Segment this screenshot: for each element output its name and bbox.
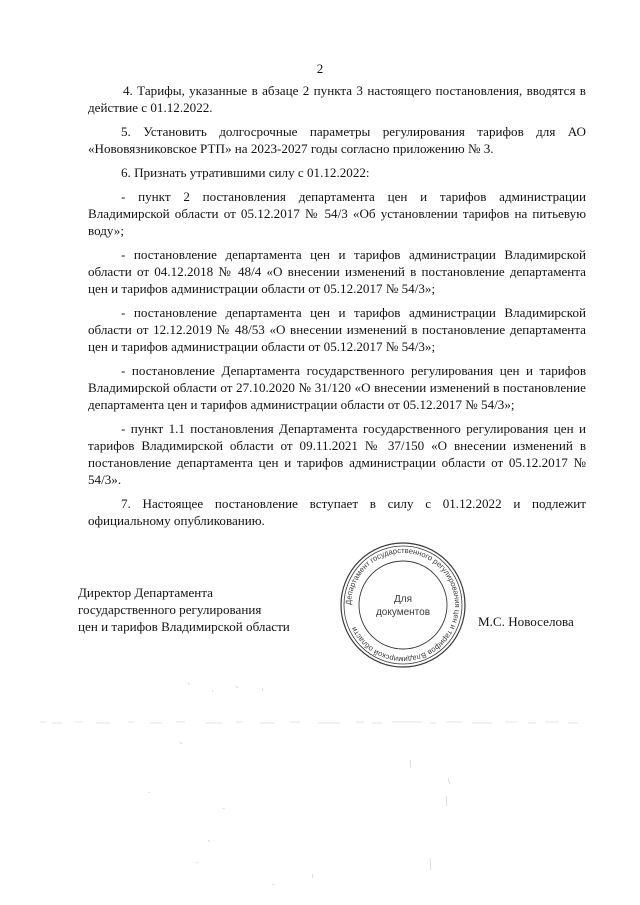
paragraph-item-6: 6. Признать утратившими силу с 01.12.2022: <box>121 165 370 180</box>
signatory-position-line: цен и тарифов Владимирской области <box>78 619 290 634</box>
signatory-position-line: государственного регулирования <box>78 602 262 617</box>
paragraph-item-4: 4. Тарифы, указанные в абзаце 2 пункта 3 настоящего постановления, вводятся в действие с 01.12.2022. <box>88 83 586 115</box>
paragraph-item-7: 7. Настоящее постановление вступает в силу с 01.12.2022 и подлежит официальному опубликованию. <box>88 496 586 528</box>
seal-graphic <box>338 540 468 670</box>
seal-outer-ring <box>341 543 465 667</box>
list-item: - пункт 2 постановления департамента цен и тарифов администрации Владимирской области от 05.12.2017 № 54/3 «Об установлении тарифов на питьевую воду»; <box>88 189 586 238</box>
seal-center-line2: документов <box>375 607 431 618</box>
page-number: 2 <box>316 61 324 76</box>
list-item: - постановление Департамента государственного регулирования цен и тарифов Владимирской области от 27.10.2020 № 31/120 «О внесении изменений в постановление департамента цен и тарифов администрации области от 05.12.2017 № 54/3»; <box>88 363 586 412</box>
list-item: - постановление департамента цен и тарифов администрации Владимирской области от 04.12.2018 № 48/4 «О внесении изменений в постановление департамента цен и тарифов администрации области от 05.12.2017 № 54/3»; <box>88 247 586 296</box>
paragraph-item-5: 5. Установить долгосрочные параметры регулирования тарифов для АО «Нововязниковское РТП» на 2023-2027 годы согласно приложению № 3. <box>88 124 586 156</box>
seal-ring-text: Департамент государственного регулирования цен и тарифов Владимирской области <box>343 545 463 665</box>
document-body <box>88 82 586 536</box>
signatory-position-line: Директор Департамента <box>78 585 213 600</box>
seal-inner-ring <box>359 561 447 649</box>
official-seal <box>338 540 468 670</box>
seal-center-line1: Для <box>393 594 413 605</box>
signatory-name: М.С. Новоселова <box>478 614 574 629</box>
list-item: - постановление департамента цен и тарифов администрации Владимирской области от 12.12.2019 № 48/53 «О внесении изменений в постановление департамента цен и тарифов администрации области от 05.12.2017 № 54/3»; <box>88 305 586 354</box>
list-item: - пункт 1.1 постановления Департамента государственного регулирования цен и тарифов Владимирской области от 09.11.2021 № 37/150 «О внесении изменений в постановление департамента цен и тарифов администрации области от 05.12.2017 № 54/3». <box>88 421 586 487</box>
signatory-position <box>78 584 290 635</box>
